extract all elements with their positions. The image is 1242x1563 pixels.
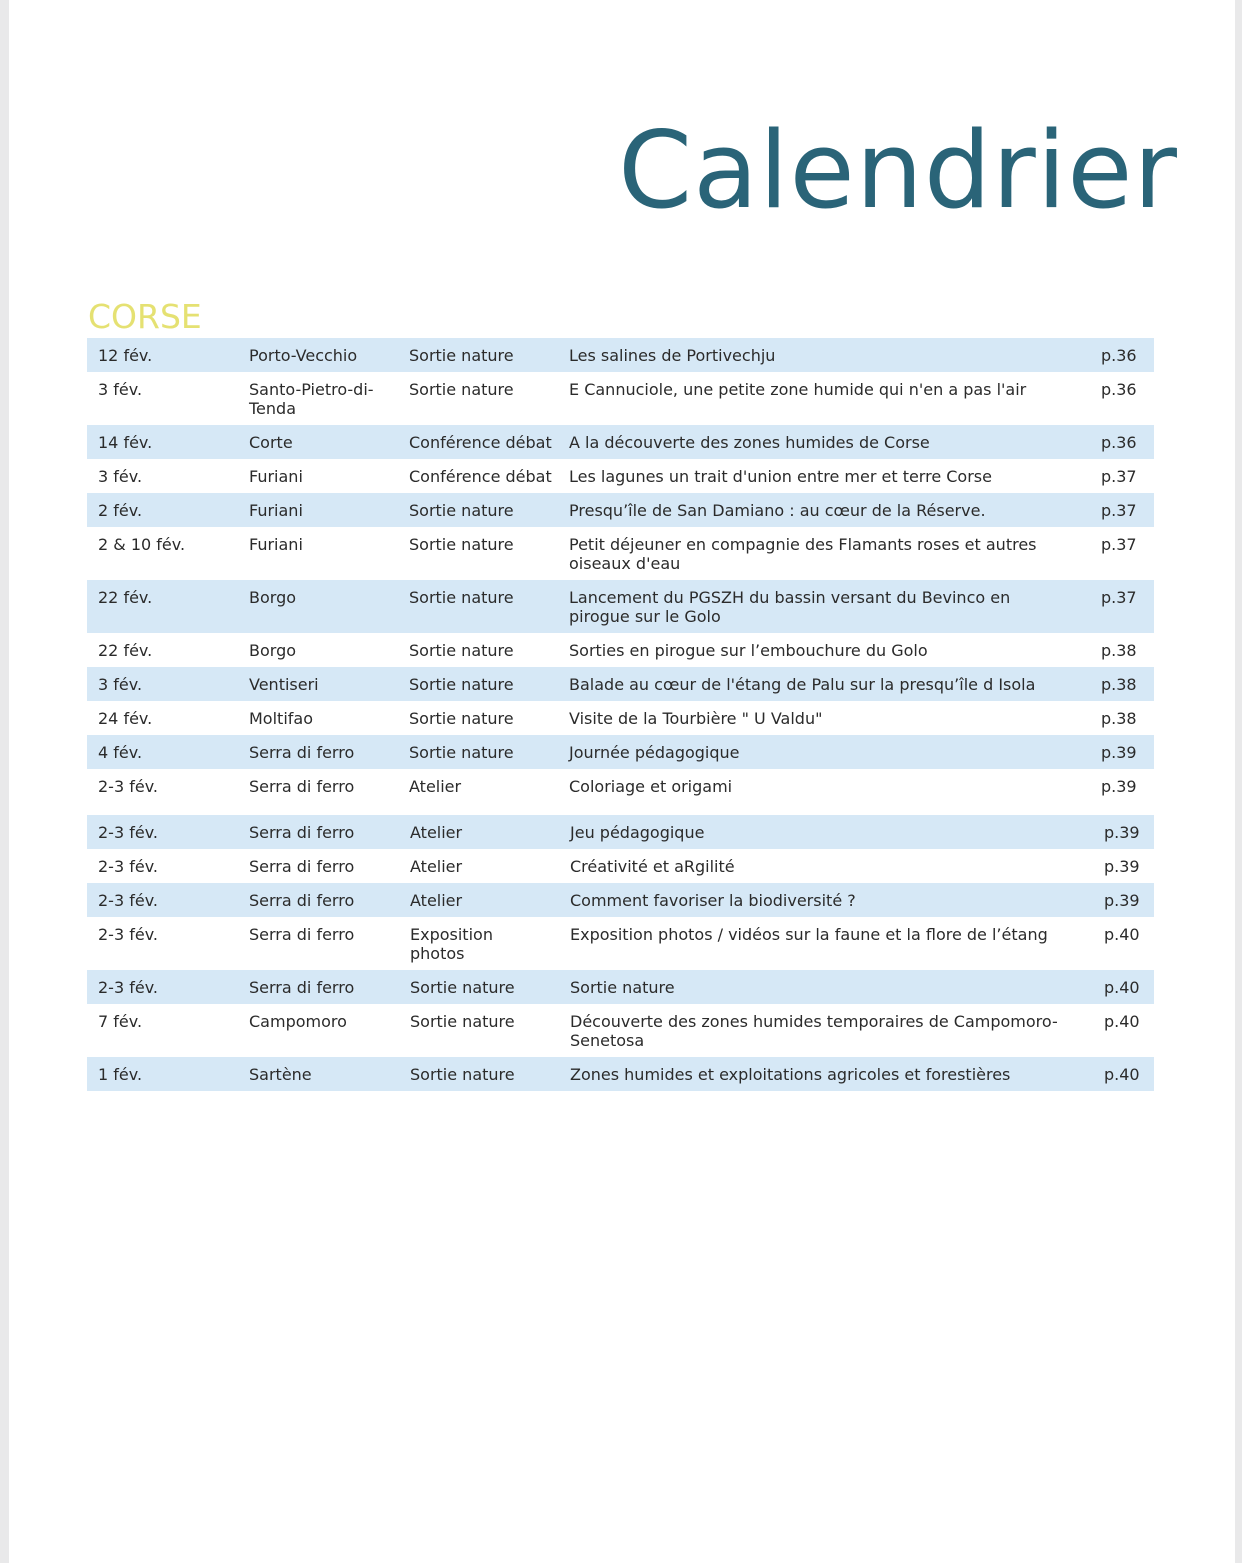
- place-cell: Corte: [249, 433, 293, 452]
- document-page: [9, 0, 1235, 1563]
- page-ref-cell: p.39: [1104, 891, 1140, 910]
- description-cell: Les salines de Portivechju: [569, 346, 776, 365]
- table-row: [87, 527, 1154, 580]
- date-cell: 1 fév.: [98, 1065, 143, 1084]
- type-cell: Atelier: [410, 857, 463, 876]
- table-row: [87, 815, 1154, 849]
- place-cell: Serra di ferro: [249, 857, 355, 876]
- table-row: [87, 917, 1154, 970]
- date-cell: 2-3 fév.: [98, 891, 159, 910]
- date-cell: 24 fév.: [98, 709, 153, 728]
- table-row: [87, 701, 1154, 735]
- type-cell: Sortie nature: [410, 978, 515, 997]
- table-row: [87, 580, 1154, 633]
- date-cell: 2-3 fév.: [98, 925, 159, 944]
- description-cell: Créativité et aRgilité: [570, 857, 735, 876]
- page-ref-cell: p.39: [1104, 823, 1140, 842]
- place-cell: Furiani: [249, 535, 303, 554]
- table-row: [87, 735, 1154, 769]
- date-cell: 2 & 10 fév.: [98, 535, 186, 554]
- date-cell: 2-3 fév.: [98, 823, 159, 842]
- date-cell: 2 fév.: [98, 501, 143, 520]
- page-ref-cell: p.40: [1104, 1065, 1140, 1084]
- description-cell: Exposition photos / vidéos sur la faune et la flore de l’étang: [570, 925, 1048, 944]
- description-cell: Sortie nature: [570, 978, 675, 997]
- type-cell: Sortie nature: [409, 675, 514, 694]
- place-cell: Serra di ferro: [249, 925, 355, 944]
- page-ref-cell: p.36: [1101, 380, 1137, 399]
- page-ref-cell: p.39: [1101, 743, 1137, 762]
- type-cell: Exposition photos: [410, 925, 493, 963]
- table-row: [87, 493, 1154, 527]
- page-ref-cell: p.37: [1101, 501, 1137, 520]
- place-cell: Borgo: [249, 588, 297, 607]
- page-ref-cell: p.38: [1101, 709, 1137, 728]
- description-cell: Coloriage et origami: [569, 777, 733, 796]
- place-cell: Furiani: [249, 467, 303, 486]
- type-cell: Atelier: [410, 823, 463, 842]
- type-cell: Sortie nature: [410, 1065, 515, 1084]
- date-cell: 3 fév.: [98, 675, 143, 694]
- type-cell: Sortie nature: [409, 380, 514, 399]
- table-row: [87, 883, 1154, 917]
- table-row: [87, 970, 1154, 1004]
- place-cell: Borgo: [249, 641, 297, 660]
- description-cell: Les lagunes un trait d'union entre mer et terre Corse: [569, 467, 992, 486]
- description-cell: Découverte des zones humides temporaires de Campomoro-Senetosa: [570, 1012, 1058, 1050]
- place-cell: Serra di ferro: [249, 823, 355, 842]
- table-row: [87, 769, 1154, 815]
- place-cell: Sartène: [249, 1065, 312, 1084]
- section-heading: CORSE: [88, 297, 202, 336]
- page-title: Calendrier: [618, 109, 1178, 232]
- description-cell: Visite de la Tourbière " U Valdu": [569, 709, 823, 728]
- description-cell: Comment favoriser la biodiversité ?: [570, 891, 856, 910]
- type-cell: Conférence débat: [409, 467, 552, 486]
- table-row: [87, 338, 1154, 372]
- table-row: [87, 849, 1154, 883]
- place-cell: Santo-Pietro-di-Tenda: [249, 380, 374, 418]
- date-cell: 4 fév.: [98, 743, 143, 762]
- place-cell: Moltifao: [249, 709, 313, 728]
- date-cell: 14 fév.: [98, 433, 153, 452]
- table-row: [87, 372, 1154, 425]
- type-cell: Sortie nature: [409, 588, 514, 607]
- page-ref-cell: p.40: [1104, 1012, 1140, 1031]
- calendar-table: [87, 338, 1154, 1091]
- description-cell: Journée pédagogique: [569, 743, 740, 762]
- date-cell: 3 fév.: [98, 380, 143, 399]
- type-cell: Conférence débat: [409, 433, 552, 452]
- date-cell: 7 fév.: [98, 1012, 143, 1031]
- type-cell: Sortie nature: [409, 743, 514, 762]
- description-cell: Zones humides et exploitations agricoles et forestières: [570, 1065, 1011, 1084]
- description-cell: Balade au cœur de l'étang de Palu sur la presqu’île d Isola: [569, 675, 1036, 694]
- description-cell: Petit déjeuner en compagnie des Flamants roses et autres oiseaux d'eau: [569, 535, 1037, 573]
- page-ref-cell: p.36: [1101, 346, 1137, 365]
- date-cell: 22 fév.: [98, 588, 153, 607]
- page-ref-cell: p.37: [1101, 535, 1137, 554]
- description-cell: E Cannuciole, une petite zone humide qui n'en a pas l'air: [569, 380, 1027, 399]
- table-row: [87, 667, 1154, 701]
- table-row: [87, 459, 1154, 493]
- date-cell: 12 fév.: [98, 346, 153, 365]
- page-ref-cell: p.37: [1101, 467, 1137, 486]
- type-cell: Sortie nature: [409, 535, 514, 554]
- place-cell: Serra di ferro: [249, 978, 355, 997]
- description-cell: Lancement du PGSZH du bassin versant du Bevinco en pirogue sur le Golo: [569, 588, 1011, 626]
- description-cell: Sorties en pirogue sur l’embouchure du Golo: [569, 641, 928, 660]
- date-cell: 2-3 fév.: [98, 777, 159, 796]
- type-cell: Atelier: [409, 777, 462, 796]
- description-cell: Presqu’île de San Damiano : au cœur de la Réserve.: [569, 501, 986, 520]
- place-cell: Porto-Vecchio: [249, 346, 358, 365]
- place-cell: Serra di ferro: [249, 891, 355, 910]
- place-cell: Campomoro: [249, 1012, 347, 1031]
- table-row: [87, 1057, 1154, 1091]
- type-cell: Sortie nature: [409, 709, 514, 728]
- place-cell: Ventiseri: [249, 675, 319, 694]
- page-ref-cell: p.40: [1104, 925, 1140, 944]
- page-ref-cell: p.39: [1104, 857, 1140, 876]
- type-cell: Sortie nature: [410, 1012, 515, 1031]
- place-cell: Serra di ferro: [249, 743, 355, 762]
- page-ref-cell: p.37: [1101, 588, 1137, 607]
- type-cell: Atelier: [410, 891, 463, 910]
- date-cell: 2-3 fév.: [98, 857, 159, 876]
- description-cell: Jeu pédagogique: [570, 823, 705, 842]
- date-cell: 22 fév.: [98, 641, 153, 660]
- page-ref-cell: p.38: [1101, 675, 1137, 694]
- page-ref-cell: p.36: [1101, 433, 1137, 452]
- type-cell: Sortie nature: [409, 641, 514, 660]
- date-cell: 3 fév.: [98, 467, 143, 486]
- type-cell: Sortie nature: [409, 346, 514, 365]
- table-row: [87, 633, 1154, 667]
- page-ref-cell: p.40: [1104, 978, 1140, 997]
- table-row: [87, 1004, 1154, 1057]
- page-ref-cell: p.39: [1101, 777, 1137, 796]
- page-ref-cell: p.38: [1101, 641, 1137, 660]
- type-cell: Sortie nature: [409, 501, 514, 520]
- description-cell: A la découverte des zones humides de Corse: [569, 433, 930, 452]
- date-cell: 2-3 fév.: [98, 978, 159, 997]
- place-cell: Furiani: [249, 501, 303, 520]
- place-cell: Serra di ferro: [249, 777, 355, 796]
- table-row: [87, 425, 1154, 459]
